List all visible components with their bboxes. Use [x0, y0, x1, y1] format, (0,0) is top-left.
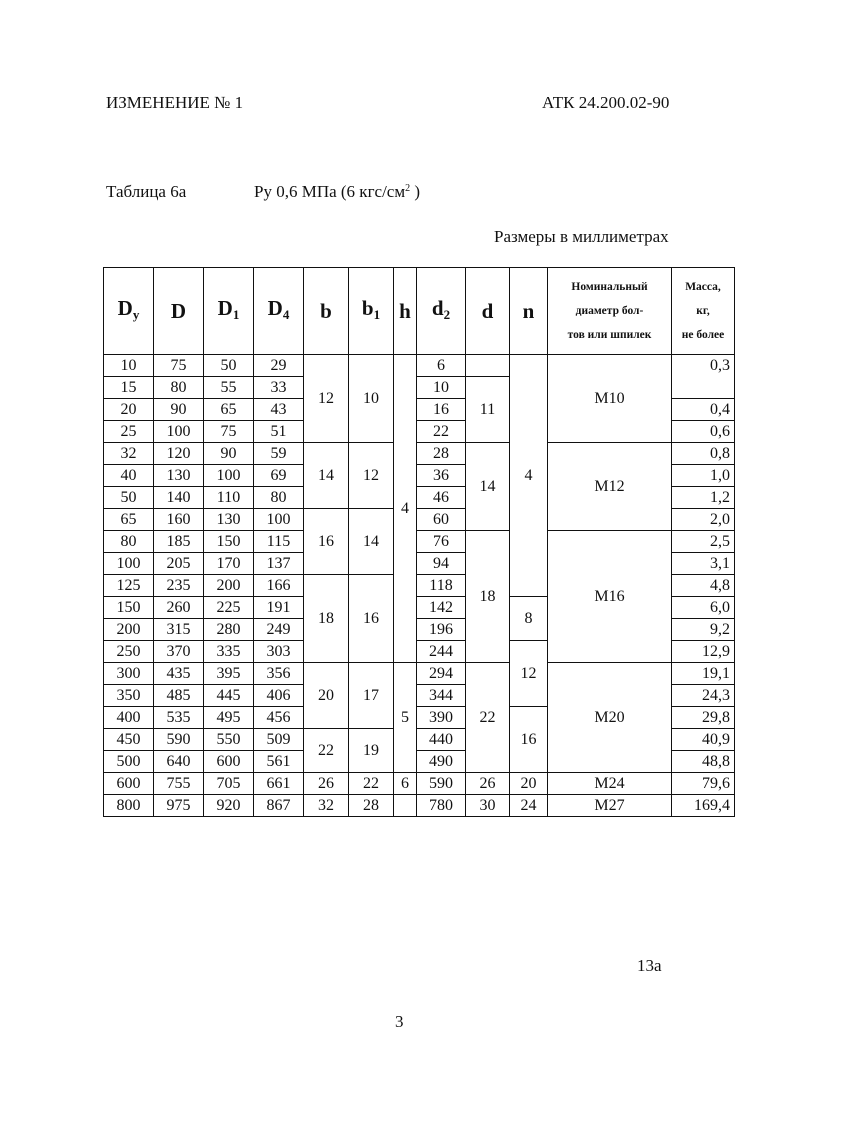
table-cell: 590 [417, 773, 466, 795]
table-cell: 590 [154, 729, 204, 751]
table-cell: 6,0 [672, 597, 735, 619]
table-cell: 26 [304, 773, 349, 795]
table-cell: 150 [204, 531, 254, 553]
units-note: Размеры в миллиметрах [494, 227, 669, 246]
table-cell: 94 [417, 553, 466, 575]
flange-dimensions-table [103, 267, 735, 817]
table-cell: 11 [466, 377, 510, 443]
table-cell: 450 [104, 729, 154, 751]
col-b1: $b_1$ [349, 268, 394, 355]
table-cell: 17 [349, 663, 394, 729]
table-cell: 76 [417, 531, 466, 553]
table-cell: 661 [254, 773, 304, 795]
table-cell [466, 355, 510, 377]
table-cell: 200 [204, 575, 254, 597]
table-cell: 28 [349, 795, 394, 817]
table-cell: 60 [417, 509, 466, 531]
table-cell: 225 [204, 597, 254, 619]
table-cell: 130 [154, 465, 204, 487]
table-cell: 29 [254, 355, 304, 377]
table-cell: 0,6 [672, 421, 735, 443]
table-cell: 160 [154, 509, 204, 531]
table-cell: 509 [254, 729, 304, 751]
table-cell: М27 [548, 795, 672, 817]
table-cell: 12 [510, 641, 548, 707]
table-cell: 22 [304, 729, 349, 773]
table-cell: 69 [254, 465, 304, 487]
table-cell: 50 [104, 487, 154, 509]
table-cell: 191 [254, 597, 304, 619]
table-cell: 40,9 [672, 729, 735, 751]
table-cell: 51 [254, 421, 304, 443]
table-cell: 50 [204, 355, 254, 377]
table-cell: 2,0 [672, 509, 735, 531]
table-cell: 100 [104, 553, 154, 575]
table-cell: М10 [548, 355, 672, 443]
table-cell: 640 [154, 751, 204, 773]
table-cell: 140 [154, 487, 204, 509]
col-dy: $D_y$ [104, 268, 154, 355]
table-cell: 19 [349, 729, 394, 773]
table-cell: 80 [154, 377, 204, 399]
table-cell: 440 [417, 729, 466, 751]
table-cell: 24,3 [672, 685, 735, 707]
table-cell: 75 [154, 355, 204, 377]
table-cell: 485 [154, 685, 204, 707]
table-cell: 456 [254, 707, 304, 729]
table-cell: 90 [204, 443, 254, 465]
table-cell: 315 [154, 619, 204, 641]
table-cell: 500 [104, 751, 154, 773]
table-cell: 30 [466, 795, 510, 817]
table-cell: 335 [204, 641, 254, 663]
table-cell: 12 [304, 355, 349, 443]
table-cell: 32 [104, 443, 154, 465]
table-cell: 43 [254, 399, 304, 421]
col-d1: $D_1$ [204, 268, 254, 355]
table-cell: 16 [417, 399, 466, 421]
table-cell: 80 [104, 531, 154, 553]
table-cell: 48,8 [672, 751, 735, 773]
table-cell: 490 [417, 751, 466, 773]
table-cell: 2,5 [672, 531, 735, 553]
table-cell: М16 [548, 531, 672, 663]
table-cell: 36 [417, 465, 466, 487]
table-cell: 235 [154, 575, 204, 597]
table-cell: М12 [548, 443, 672, 531]
table-row [104, 443, 735, 465]
table-cell: 600 [204, 751, 254, 773]
table-cell: 15 [104, 377, 154, 399]
table-cell: 137 [254, 553, 304, 575]
table-cell: 344 [417, 685, 466, 707]
table-cell: 445 [204, 685, 254, 707]
table-cell: М24 [548, 773, 672, 795]
table-cell: 200 [104, 619, 154, 641]
table-cell: 250 [104, 641, 154, 663]
table-cell: 40 [104, 465, 154, 487]
table-cell: 185 [154, 531, 204, 553]
table-cell: 14 [466, 443, 510, 531]
col-b: b [304, 268, 349, 355]
table-cell: 120 [154, 443, 204, 465]
table-cell: 26 [466, 773, 510, 795]
table-cell: 0,3 [672, 355, 735, 399]
table-cell: 28 [417, 443, 466, 465]
table-cell: 435 [154, 663, 204, 685]
table-header-row [104, 268, 735, 355]
table-cell: 300 [104, 663, 154, 685]
table-cell: 20 [510, 773, 548, 795]
table-cell: 4,8 [672, 575, 735, 597]
table-cell: 356 [254, 663, 304, 685]
table-row [104, 795, 735, 817]
table-cell: 14 [349, 509, 394, 575]
table-body [104, 355, 735, 817]
table-cell: 125 [104, 575, 154, 597]
table-cell: 169,4 [672, 795, 735, 817]
col-n: n [510, 268, 548, 355]
col-h: h [394, 268, 417, 355]
sheet-number: 13а [637, 956, 662, 975]
col-d-hole: d [466, 268, 510, 355]
table-cell: 150 [104, 597, 154, 619]
table-cell: 705 [204, 773, 254, 795]
table-cell: 975 [154, 795, 204, 817]
table-cell: 350 [104, 685, 154, 707]
table-cell: 100 [204, 465, 254, 487]
table-label: Таблица 6а [106, 182, 187, 201]
col-d2: $d_2$ [417, 268, 466, 355]
document-change-title: ИЗМЕНЕНИЕ № 1 [106, 93, 244, 112]
col-d: D [154, 268, 204, 355]
table-cell: 79,6 [672, 773, 735, 795]
table-cell: 142 [417, 597, 466, 619]
table-cell: 4 [394, 355, 417, 663]
table-cell: 535 [154, 707, 204, 729]
col-mass: Масса, кг, не более [672, 268, 735, 355]
table-cell: 196 [417, 619, 466, 641]
table-cell: 550 [204, 729, 254, 751]
table-cell: 390 [417, 707, 466, 729]
col-nominal-bolt: Номинальный диаметр бол- тов или шпилек [548, 268, 672, 355]
table-cell: 65 [104, 509, 154, 531]
table-cell: 205 [154, 553, 204, 575]
table-cell: 100 [254, 509, 304, 531]
table-cell: 3,1 [672, 553, 735, 575]
table-cell: 18 [304, 575, 349, 663]
table-cell: 170 [204, 553, 254, 575]
table-cell: 16 [304, 509, 349, 575]
table-cell: 14 [304, 443, 349, 509]
table-cell: 22 [466, 663, 510, 773]
table-cell: 25 [104, 421, 154, 443]
table-cell: 12,9 [672, 641, 735, 663]
col-d4: $D_4$ [254, 268, 304, 355]
table-row [104, 355, 735, 377]
table-cell: 600 [104, 773, 154, 795]
table-cell: 561 [254, 751, 304, 773]
table-cell: 780 [417, 795, 466, 817]
table-cell: 8 [510, 597, 548, 641]
table-cell: 244 [417, 641, 466, 663]
table-cell: 80 [254, 487, 304, 509]
table-cell: 32 [304, 795, 349, 817]
table-cell: 294 [417, 663, 466, 685]
table-row [104, 773, 735, 795]
table-cell: 0,8 [672, 443, 735, 465]
table-cell: 10 [349, 355, 394, 443]
table-cell: М20 [548, 663, 672, 773]
table-cell: 24 [510, 795, 548, 817]
table-cell: 920 [204, 795, 254, 817]
table-row [104, 663, 735, 685]
table-cell: 59 [254, 443, 304, 465]
table-cell: 65 [204, 399, 254, 421]
table-cell: 130 [204, 509, 254, 531]
table-cell: 495 [204, 707, 254, 729]
table-cell: 400 [104, 707, 154, 729]
table-cell: 10 [417, 377, 466, 399]
table-cell: 100 [154, 421, 204, 443]
page-number: 3 [395, 1012, 404, 1031]
table-cell: 10 [104, 355, 154, 377]
table-cell: 75 [204, 421, 254, 443]
table-cell: 755 [154, 773, 204, 795]
table-cell: 90 [154, 399, 204, 421]
table-cell: 20 [104, 399, 154, 421]
table-cell: 18 [466, 531, 510, 663]
table-cell: 16 [349, 575, 394, 663]
table-cell: 12 [349, 443, 394, 509]
table-cell: 1,2 [672, 487, 735, 509]
table-cell: 118 [417, 575, 466, 597]
table-cell: 46 [417, 487, 466, 509]
table-cell: 16 [510, 707, 548, 773]
table-cell: 260 [154, 597, 204, 619]
pressure-class: Ру 0,6 МПа (6 кгс/$см^2$ ) [254, 182, 421, 201]
table-cell: 370 [154, 641, 204, 663]
table-cell [394, 795, 417, 817]
table-cell: 20 [304, 663, 349, 729]
table-cell: 55 [204, 377, 254, 399]
table-cell: 6 [394, 773, 417, 795]
table-cell: 249 [254, 619, 304, 641]
table-cell: 22 [349, 773, 394, 795]
table-cell: 22 [417, 421, 466, 443]
table-cell: 6 [417, 355, 466, 377]
table-cell: 166 [254, 575, 304, 597]
table-row [104, 531, 735, 553]
table-cell: 0,4 [672, 399, 735, 421]
document-code: АТК 24.200.02-90 [542, 93, 670, 112]
table-cell: 4 [510, 355, 548, 597]
table-cell: 800 [104, 795, 154, 817]
table-cell: 110 [204, 487, 254, 509]
table-cell: 406 [254, 685, 304, 707]
table-cell: 19,1 [672, 663, 735, 685]
table-cell: 395 [204, 663, 254, 685]
table-cell: 33 [254, 377, 304, 399]
table-cell: 9,2 [672, 619, 735, 641]
table-cell: 867 [254, 795, 304, 817]
table-cell: 280 [204, 619, 254, 641]
table-cell: 115 [254, 531, 304, 553]
table-cell: 5 [394, 663, 417, 773]
table-cell: 1,0 [672, 465, 735, 487]
table-cell: 303 [254, 641, 304, 663]
table-cell: 29,8 [672, 707, 735, 729]
